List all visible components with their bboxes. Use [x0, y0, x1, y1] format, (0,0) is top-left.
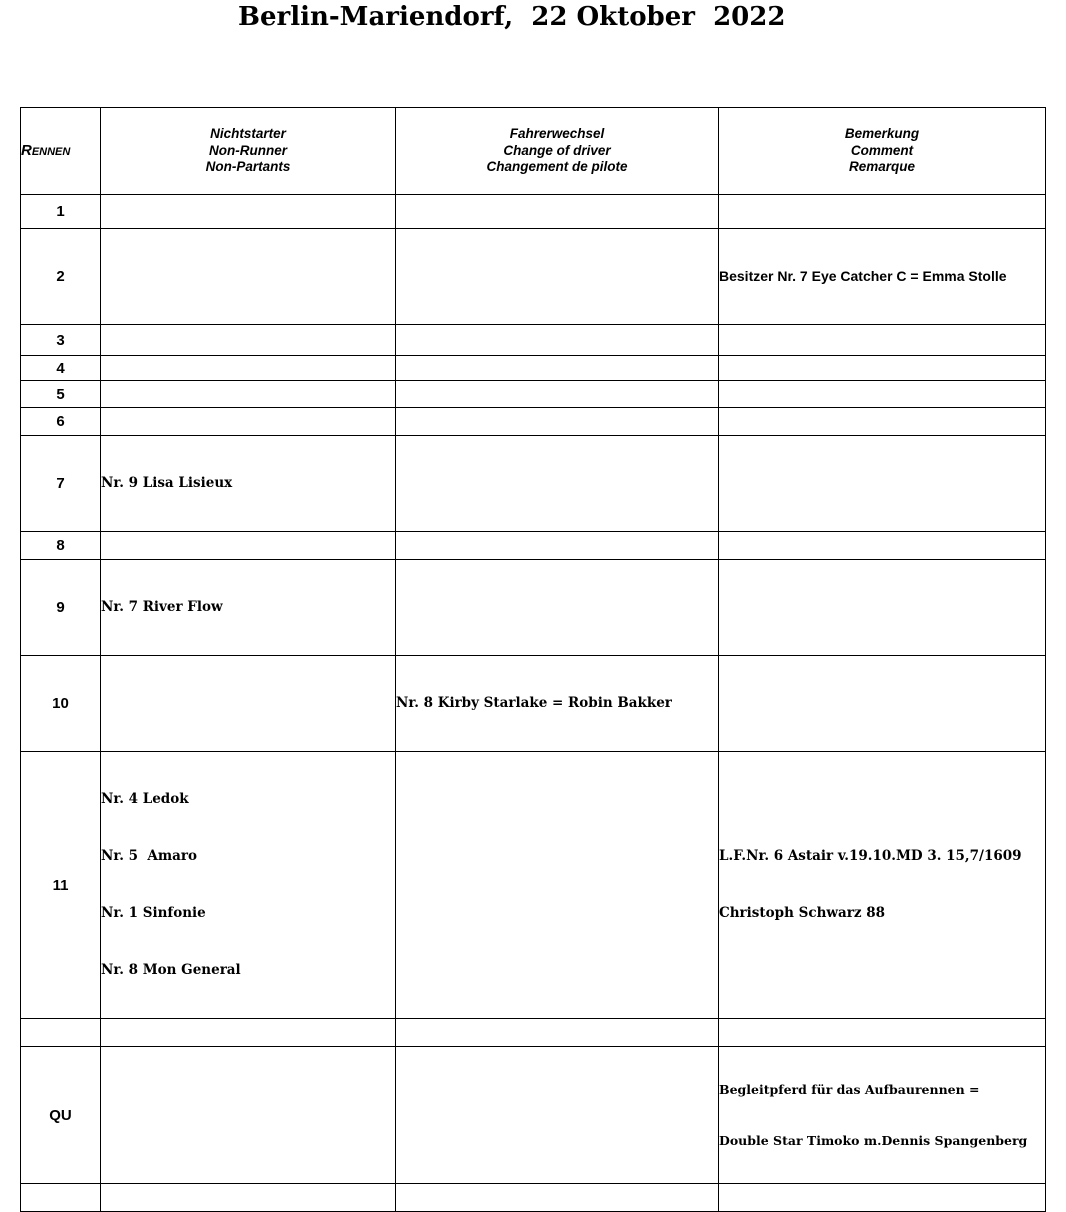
bemerkung-cell: [719, 325, 1046, 356]
page-title: Berlin-Mariendorf, 22 Oktober 2022: [238, 2, 786, 32]
fahrerwechsel-cell: [396, 752, 719, 1019]
race-number: 3: [21, 325, 101, 356]
fahrerwechsel-cell: [396, 532, 719, 560]
race-number: 9: [21, 560, 101, 656]
race-number: [21, 1184, 101, 1212]
bemerkung-cell: [719, 408, 1046, 436]
header-nichtstarter-de: Nichtstarter: [210, 126, 286, 142]
nichtstarter-cell: [101, 656, 396, 752]
table-row: [21, 356, 1046, 381]
table-row: [21, 1184, 1046, 1212]
header-bemerkung-fr: Remarque: [848, 159, 916, 175]
table-header-row: [21, 108, 1046, 195]
nichtstarter-cell: [101, 532, 396, 560]
nichtstarter-line: Nr. 9 Lisa Lisieux: [101, 475, 233, 491]
nichtstarter-cell: [101, 1184, 396, 1212]
header-nichtstarter: [101, 108, 396, 195]
header-nichtstarter-fr: Non-Partants: [205, 159, 291, 175]
race-number: 4: [21, 356, 101, 381]
bemerkung-line: L.F.Nr. 6 Astair v.19.10.MD 3. 15,7/1609: [719, 848, 1022, 864]
race-number: QU: [21, 1047, 101, 1184]
nichtstarter-cell: [101, 560, 396, 656]
table-row: [21, 325, 1046, 356]
fahrerwechsel-cell: [396, 381, 719, 408]
fahrerwechsel-cell: [396, 1019, 719, 1047]
table-row: [21, 1019, 1046, 1047]
header-nichtstarter-en: Non-Runner: [209, 142, 287, 158]
bemerkung-line: Besitzer Nr. 7 Eye Catcher C = Emma Stolle: [719, 268, 1007, 284]
bemerkung-cell: [719, 532, 1046, 560]
header-bemerkung: [719, 108, 1046, 195]
bemerkung-cell: [719, 356, 1046, 381]
bemerkung-cell: [719, 560, 1046, 656]
table-row: [21, 436, 1046, 532]
nichtstarter-cell: [101, 408, 396, 436]
fahrerwechsel-cell: [396, 408, 719, 436]
nichtstarter-line: Nr. 7 River Flow: [101, 599, 223, 615]
nichtstarter-cell: [101, 1019, 396, 1047]
bemerkung-cell: [719, 752, 1046, 1019]
header-fahrerwechsel-en: Change of driver: [503, 142, 611, 158]
table-row: [21, 656, 1046, 752]
nichtstarter-cell: [101, 325, 396, 356]
header-bemerkung-en: Comment: [850, 142, 914, 158]
table-row: [21, 752, 1046, 1019]
fahrerwechsel-cell: [396, 229, 719, 325]
nichtstarter-cell: [101, 436, 396, 532]
race-number: 8: [21, 532, 101, 560]
bemerkung-line: Double Star Timoko m.Dennis Spangenberg: [719, 1133, 1028, 1148]
nichtstarter-cell: [101, 752, 396, 1019]
nichtstarter-line: Nr. 8 Mon General: [101, 962, 241, 978]
table-row: [21, 408, 1046, 436]
table-row: [21, 229, 1046, 325]
nichtstarter-cell: [101, 195, 396, 229]
nichtstarter-cell: [101, 1047, 396, 1184]
race-number: 1: [21, 195, 101, 229]
nichtstarter-line: Nr. 4 Ledok: [101, 791, 189, 807]
fahrerwechsel-line: Nr. 8 Kirby Starlake = Robin Bakker: [396, 695, 672, 711]
table-row: [21, 560, 1046, 656]
table-row: [21, 1047, 1046, 1184]
nichtstarter-line: Nr. 5 Amaro: [101, 848, 198, 864]
nichtstarter-line: Nr. 1 Sinfonie: [101, 905, 206, 921]
nichtstarter-cell: [101, 229, 396, 325]
header-fahrerwechsel: [396, 108, 719, 195]
fahrerwechsel-cell: [396, 560, 719, 656]
race-number: 10: [21, 656, 101, 752]
race-changes-table: [20, 107, 1046, 1212]
header-rennen: Rennen: [21, 108, 101, 195]
bemerkung-line: Begleitpferd für das Aufbaurennen =: [719, 1082, 980, 1097]
fahrerwechsel-cell: [396, 325, 719, 356]
bemerkung-cell: [719, 229, 1046, 325]
fahrerwechsel-cell: [396, 436, 719, 532]
fahrerwechsel-cell: [396, 1184, 719, 1212]
table-row: [21, 195, 1046, 229]
bemerkung-cell: [719, 1047, 1046, 1184]
race-number: 7: [21, 436, 101, 532]
race-number: 6: [21, 408, 101, 436]
header-fahrerwechsel-de: Fahrerwechsel: [509, 126, 605, 142]
race-number: 5: [21, 381, 101, 408]
bemerkung-cell: [719, 436, 1046, 532]
fahrerwechsel-cell: [396, 656, 719, 752]
bemerkung-cell: [719, 381, 1046, 408]
fahrerwechsel-cell: [396, 195, 719, 229]
bemerkung-cell: [719, 1184, 1046, 1212]
bemerkung-cell: [719, 1019, 1046, 1047]
nichtstarter-cell: [101, 381, 396, 408]
header-fahrerwechsel-fr: Changement de pilote: [486, 159, 628, 175]
race-number: 2: [21, 229, 101, 325]
fahrerwechsel-cell: [396, 356, 719, 381]
bemerkung-cell: [719, 195, 1046, 229]
fahrerwechsel-cell: [396, 1047, 719, 1184]
bemerkung-cell: [719, 656, 1046, 752]
nichtstarter-cell: [101, 356, 396, 381]
table-row: [21, 381, 1046, 408]
race-number: 11: [21, 752, 101, 1019]
bemerkung-line: Christoph Schwarz 88: [719, 905, 886, 921]
table-row: [21, 532, 1046, 560]
header-bemerkung-de: Bemerkung: [844, 126, 920, 142]
race-number: [21, 1019, 101, 1047]
